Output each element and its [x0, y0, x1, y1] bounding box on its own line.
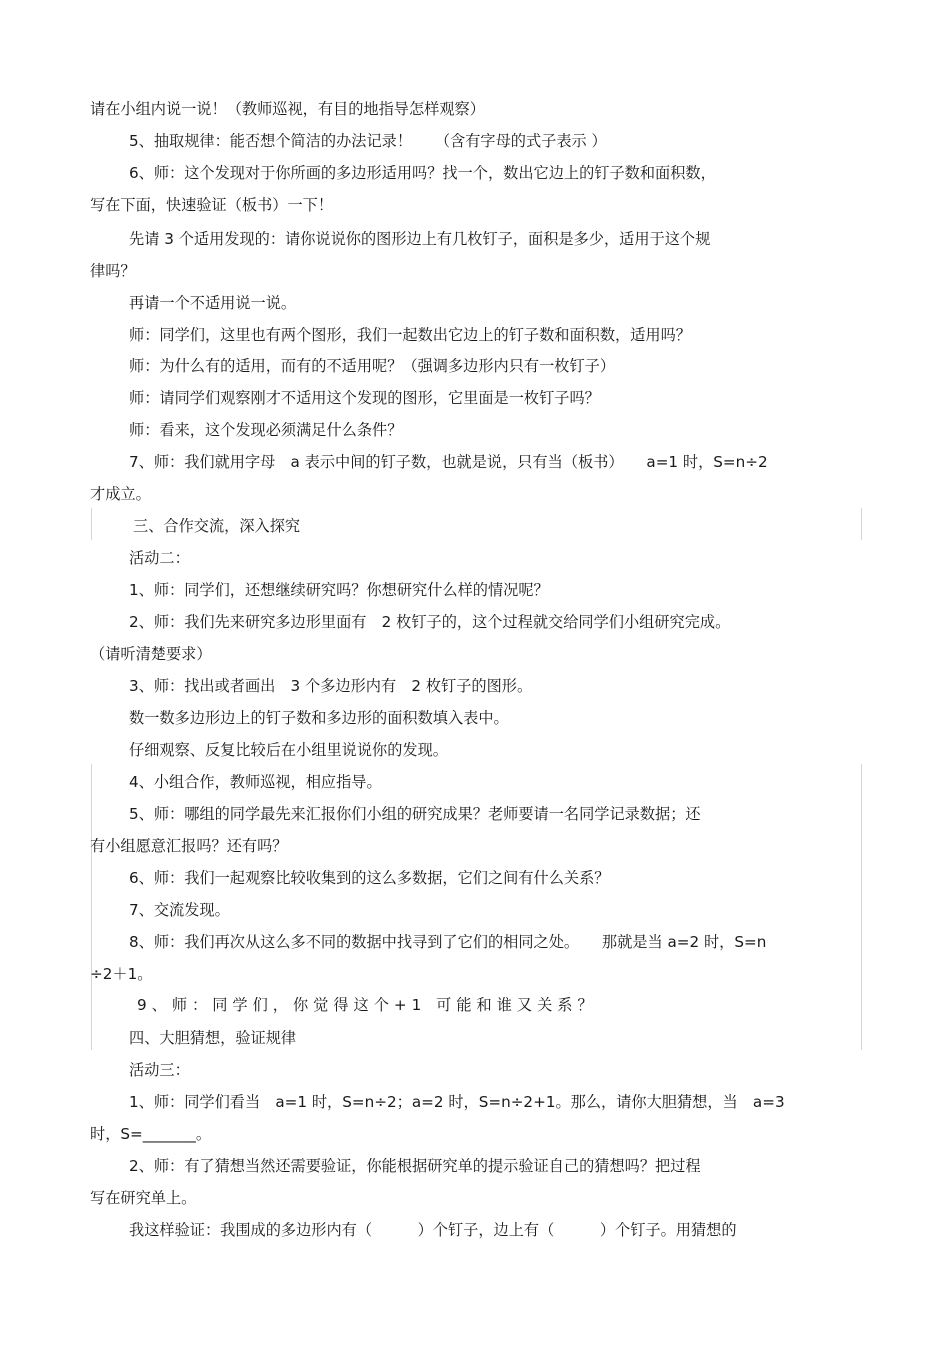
text-line: 再请一个不适用说一说。	[129, 294, 297, 312]
text-line: 师：同学们，这里也有两个图形，我们一起数出它边上的钉子数和面积数，适用吗？	[129, 326, 691, 344]
text-line: 写在研究单上。	[90, 1189, 197, 1207]
text-line: 7、交流发现。	[129, 901, 230, 919]
text-line: 师：看来，这个发现必须满足什么条件？	[129, 421, 403, 439]
text-line: 5、师：哪组的同学最先来汇报你们小组的研究成果？老师要请一名同学记录数据；还	[129, 805, 701, 823]
text-line: 师：为什么有的适用，而有的不适用呢？（强调多边形内只有一枚钉子）	[129, 357, 615, 375]
text-line: ÷2＋1。	[90, 965, 153, 983]
text-line: 5、抽取规律：能否想个简洁的办法记录！ （含有字母的式子表示 ）	[129, 132, 607, 150]
text-line: 8、师：我们再次从这么多不同的数据中找寻到了它们的相同之处。 那就是当 a=2 时，S=n	[129, 933, 767, 951]
text-line: 律吗？	[90, 262, 136, 280]
activity-label: 活动三：	[129, 1061, 190, 1079]
margin-rule-left	[91, 764, 92, 1050]
text-line: 仔细观察、反复比较后在小组里说说你的发现。	[129, 741, 448, 759]
margin-rule-left	[91, 508, 92, 540]
activity-label: 活动二：	[129, 549, 190, 567]
section-heading: 三、合作交流，深入探究	[133, 517, 301, 535]
text-line: 写在下面，快速验证（板书）一下！	[90, 196, 333, 214]
section-heading: 四、大胆猜想，验证规律	[129, 1029, 297, 1047]
text-line: 有小组愿意汇报吗？还有吗？	[90, 837, 288, 855]
text-line: 6、师：这个发现对于你所画的多边形适用吗？找一个，数出它边上的钉子数和面积数，	[129, 164, 716, 182]
text-line: 请在小组内说一说！（教师巡视，有目的地指导怎样观察）	[90, 100, 485, 118]
text-line: 先请 3 个适用发现的：请你说说你的图形边上有几枚钉子，面积是多少，适用于这个规	[129, 230, 711, 248]
text-line: 才成立。	[90, 485, 151, 503]
text-line: 数一数多边形边上的钉子数和多边形的面积数填入表中。	[129, 709, 509, 727]
text-line: 3、师：找出或者画出 3 个多边形内有 2 枚钉子的图形。	[129, 677, 533, 695]
text-line: 1、师：同学们，还想继续研究吗？你想研究什么样的情况呢？	[129, 581, 549, 599]
text-line: 6、师：我们一起观察比较收集到的这么多数据，它们之间有什么关系？	[129, 869, 610, 887]
text-line: 1、师：同学们看当 a=1 时，S=n÷2；a=2 时，S=n÷2+1。那么，请你大胆猜想，当 a=3	[129, 1093, 785, 1111]
text-line: 4、小组合作，教师巡视，相应指导。	[129, 773, 382, 791]
text-line: 时，S=_______。	[90, 1125, 212, 1143]
text-line: 2、师：我们先来研究多边形里面有 2 枚钉子的，这个过程就交给同学们小组研究完成。	[129, 613, 731, 631]
text-line: 2、师：有了猜想当然还需要验证，你能根据研究单的提示验证自己的猜想吗？把过程	[129, 1157, 701, 1175]
text-line: 我这样验证：我围成的多边形内有（ ）个钉子，边上有（ ）个钉子。用猜想的	[129, 1221, 737, 1239]
text-line: 7、师：我们就用字母 a 表示中间的钉子数，也就是说，只有当（板书） a=1 时，S=n÷2	[129, 453, 768, 471]
text-line: 师：请同学们观察刚才不适用这个发现的图形，它里面是一枚钉子吗？	[129, 389, 600, 407]
text-line: （请听清楚要求）	[90, 645, 212, 663]
text-line: 9、师：同学们，你觉得这个+1 可能和谁又关系？	[137, 996, 598, 1014]
